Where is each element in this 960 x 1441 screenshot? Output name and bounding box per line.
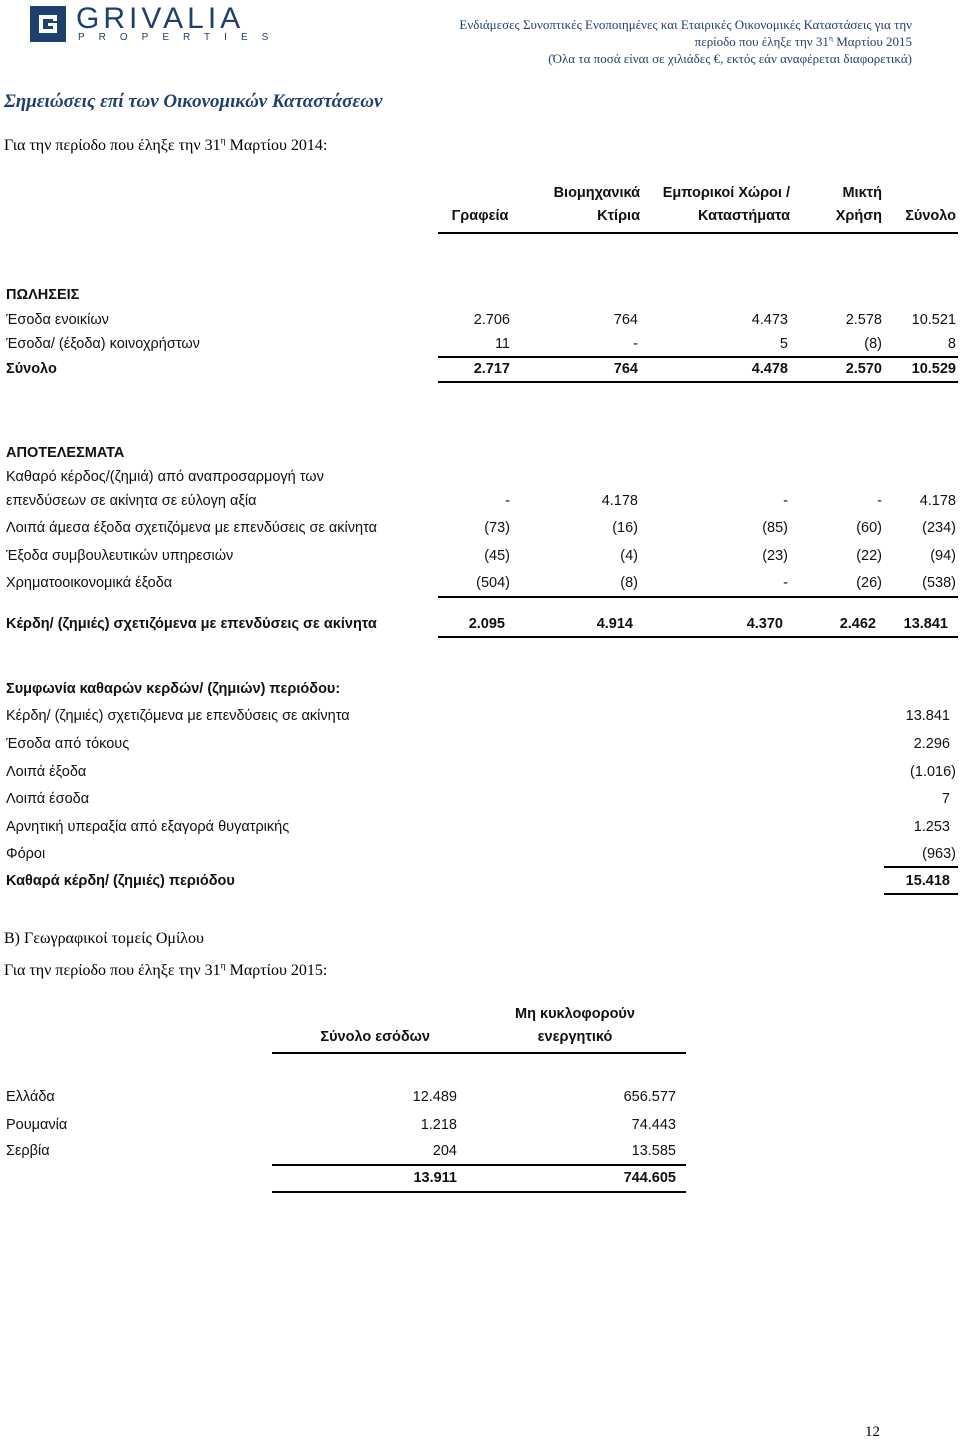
row-label: Έσοδα από τόκους <box>6 736 130 752</box>
col-header-noncurrent-l2: ενεργητικό <box>537 1029 613 1045</box>
row-label: Λοιπά έξοδα <box>6 764 87 780</box>
logo-name: GRIVALIA <box>76 2 245 35</box>
col-header-mixed-l2: Χρήση <box>835 208 882 224</box>
cell: (22) <box>856 548 882 564</box>
cell: 2.095 <box>468 616 505 632</box>
row-label: Έξοδα συμβουλευτικών υπηρεσιών <box>6 548 234 564</box>
total-rule <box>272 1191 686 1193</box>
row-label-line1: Καθαρό κέρδος/(ζημιά) από αναπροσαρμογή των <box>6 469 324 485</box>
cell: 8 <box>947 336 956 352</box>
subtotal-rule <box>438 596 958 598</box>
cell: 4.914 <box>596 616 633 632</box>
subtotal-rule <box>438 356 958 358</box>
cell: 15.418 <box>905 873 950 889</box>
cell: 2.578 <box>845 312 882 328</box>
sales-title: ΠΩΛΗΣΕΙΣ <box>6 287 80 303</box>
cell: (94) <box>930 548 956 564</box>
period-2015-caption: Για την περίοδο που έληξε την $31^\eta$ Μαρτίου 2015: <box>4 960 328 979</box>
cell: 13.841 <box>905 708 950 724</box>
row-label: Σερβία <box>6 1143 50 1159</box>
logo-g-icon <box>36 12 60 36</box>
cell: - <box>633 336 638 352</box>
row-label-line2: επενδύσεων σε ακίνητα σε εύλογη αξία <box>6 493 257 509</box>
total-rule <box>438 381 958 383</box>
reconciliation-title: Συμφωνία καθαρών κερδών/ (ζημιών) περιόδου: <box>6 681 341 697</box>
cell: (8) <box>620 575 638 591</box>
geo-section-title: B) Γεωγραφικοί τομείς Ομίλου <box>4 930 204 947</box>
col-header-retail-l1: Εμπορικοί Χώροι / <box>662 185 790 201</box>
cell: (1.016) <box>910 764 956 780</box>
cell: (60) <box>856 520 882 536</box>
header-title-line2: περίοδο που έληξε την $31^\eta$ Μαρτίου 2015 <box>694 33 912 49</box>
cell: (963) <box>922 846 956 862</box>
cell: 1.253 <box>913 819 950 835</box>
row-label: Αρνητική υπεραξία από εξαγορά θυγατρικής <box>6 819 290 835</box>
cell: (16) <box>612 520 638 536</box>
cell: 1.218 <box>420 1117 457 1133</box>
row-label: Ρουμανία <box>6 1117 68 1133</box>
cell: (23) <box>762 548 788 564</box>
cell: 2.717 <box>473 361 510 377</box>
cell: (8) <box>864 336 882 352</box>
cell: 7 <box>941 791 950 807</box>
cell: (538) <box>922 575 956 591</box>
row-label: Λοιπά άμεσα έξοδα σχετιζόμενα με επενδύσεις σε ακίνητα <box>6 520 377 536</box>
row-label: Ελλάδα <box>6 1089 55 1105</box>
cell: (85) <box>762 520 788 536</box>
cell: 2.296 <box>913 736 950 752</box>
cell: - <box>783 575 788 591</box>
logo-sub: PROPERTIES <box>78 32 283 43</box>
page-number: 12 <box>865 1424 880 1440</box>
header-title-line1: Ενδιάμεσες Συνοπτικές Ενοποιημένες και Εταιρικές Οικονομικές Καταστάσεις για την <box>459 17 912 32</box>
cell: - <box>877 493 882 509</box>
cell: 2.570 <box>845 361 882 377</box>
cell: (504) <box>476 575 510 591</box>
section-title: Σημειώσεις επί των Οικονομικών Καταστάσεων <box>4 91 383 112</box>
header-rule <box>272 1052 686 1054</box>
cell: 4.178 <box>919 493 956 509</box>
row-label: Καθαρά κέρδη/ (ζημιές) περιόδου <box>6 873 235 889</box>
cell: 4.178 <box>601 493 638 509</box>
cell: (234) <box>922 520 956 536</box>
col-header-total: Σύνολο <box>905 208 956 224</box>
cell: - <box>505 493 510 509</box>
cell: 764 <box>613 312 638 328</box>
cell: 10.529 <box>911 361 956 377</box>
results-title: ΑΠΟΤΕΛΕΣΜΑΤΑ <box>6 445 125 461</box>
cell: (45) <box>484 548 510 564</box>
row-label: Έσοδα/ (έξοδα) κοινοχρήστων <box>6 336 200 352</box>
cell: 656.577 <box>623 1089 676 1105</box>
period-2014-caption: Για την περίοδο που έληξε την $31^\eta$ Μαρτίου 2014: <box>4 135 328 154</box>
cell: 4.473 <box>751 312 788 328</box>
row-label: Λοιπά έσοδα <box>6 791 90 807</box>
row-label: Σύνολο <box>6 361 57 377</box>
cell: - <box>783 493 788 509</box>
col-header-offices: Γραφεία <box>451 208 509 224</box>
row-label: Κέρδη/ (ζημιές) σχετιζόμενα με επενδύσεις σε ακίνητα <box>6 708 350 724</box>
cell: 4.478 <box>751 361 788 377</box>
row-label: Έσοδα ενοικίων <box>6 312 109 328</box>
cell: 12.489 <box>412 1089 457 1105</box>
cell: 744.605 <box>623 1170 676 1186</box>
cell: 13.911 <box>413 1170 457 1186</box>
cell: 764 <box>613 361 638 377</box>
logo-mark <box>30 6 66 42</box>
col-header-industrial-l1: Βιομηχανικά <box>553 185 640 201</box>
col-header-noncurrent-l1: Μη κυκλοφορούν <box>515 1006 635 1022</box>
row-label: Χρηματοοικονομικά έξοδα <box>6 575 173 591</box>
cell: 10.521 <box>911 312 956 328</box>
col-header-industrial-l2: Κτίρια <box>597 208 640 224</box>
cell: 11 <box>494 336 510 352</box>
cell: 5 <box>779 336 788 352</box>
cell: 13.841 <box>903 616 948 632</box>
total-rule <box>884 893 958 895</box>
cell: 2.706 <box>473 312 510 328</box>
header-currency-note: (Όλα τα ποσά είναι σε χιλιάδες €, εκτός εάν αναφέρεται διαφορετικά) <box>548 51 912 66</box>
col-header-mixed-l1: Μικτή <box>842 185 882 201</box>
cell: 2.462 <box>839 616 876 632</box>
cell: 13.585 <box>631 1143 676 1159</box>
cell: (26) <box>856 575 882 591</box>
subtotal-rule <box>272 1164 686 1166</box>
cell: (73) <box>484 520 510 536</box>
cell: (4) <box>620 548 638 564</box>
col-header-revenue: Σύνολο εσόδων <box>320 1029 430 1045</box>
cell: 204 <box>432 1143 457 1159</box>
subtotal-rule <box>884 866 958 868</box>
header-rule <box>438 232 958 234</box>
row-label: Φόροι <box>6 846 46 862</box>
col-header-retail-l2: Καταστήματα <box>697 208 790 224</box>
cell: 4.370 <box>746 616 783 632</box>
row-label: Κέρδη/ (ζημιές) σχετιζόμενα με επενδύσεις σε ακίνητα <box>6 616 377 632</box>
cell: 74.443 <box>631 1117 676 1133</box>
total-rule <box>438 636 958 638</box>
